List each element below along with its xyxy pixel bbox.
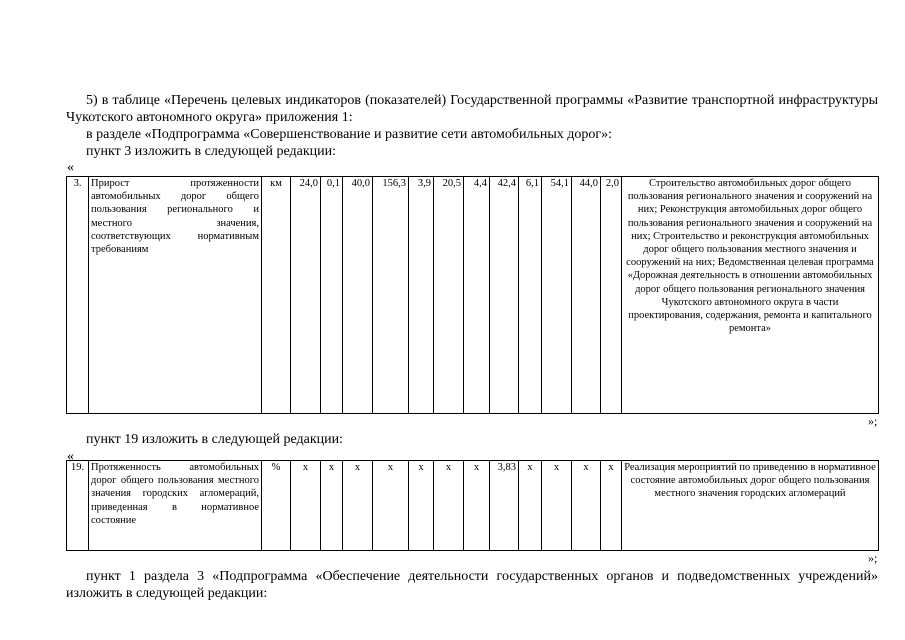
open-quote: «: [67, 160, 74, 175]
item3-line: пункт 3 изложить в следующей редакции:: [86, 144, 336, 159]
unit-cell: км: [262, 177, 291, 414]
value-cell: х: [434, 461, 464, 551]
outro-paragraph: пункт 1 раздела 3 «Подпрограмма «Обеспечение деятельности государственных органов и подведомственных учреждений» изложить в следующей редакции:: [66, 569, 878, 601]
value-cell: х: [519, 461, 542, 551]
value-cell: х: [291, 461, 321, 551]
intro-paragraph: 5) в таблице «Перечень целевых индикаторов (показателей) Государственной программы «Развитие транспортной инфраструктуры Чукотского автономного округа» приложения 1:: [66, 93, 878, 125]
close-quote: »;: [868, 414, 878, 428]
row-number: 3.: [67, 177, 89, 414]
value-cell: 44,0: [572, 177, 601, 414]
value-cell: 54,1: [542, 177, 572, 414]
section-line: в разделе «Подпрограмма «Совершенствование и развитие сети автомобильных дорог»:: [86, 127, 613, 142]
value-cell: х: [572, 461, 601, 551]
value-cell: х: [601, 461, 622, 551]
value-cell: 3,83: [490, 461, 519, 551]
value-cell: 0,1: [321, 177, 343, 414]
value-cell: 40,0: [343, 177, 373, 414]
value-cell: х: [464, 461, 490, 551]
indicator-name: Протяженность автомобильных дорог общего пользования местного значения городских агломераций, приведенная в нормативное состояние: [89, 461, 262, 551]
table-row: [67, 177, 879, 414]
value-cell: 3,9: [409, 177, 434, 414]
value-cell: 42,4: [490, 177, 519, 414]
unit-cell: %: [262, 461, 291, 551]
row-number: 19.: [67, 461, 89, 551]
indicator-name: Прирост протяженности автомобильных дорог общего пользования регионального и местного значения, соответствующих нормативным требованиям: [89, 177, 262, 414]
value-cell: 24,0: [291, 177, 321, 414]
value-cell: х: [409, 461, 434, 551]
program-cell: Реализация мероприятий по приведению в нормативное состояние автомобильных дорог общего пользования местного значения городских агломераций: [622, 461, 879, 551]
value-cell: х: [542, 461, 572, 551]
item19-line: пункт 19 изложить в следующей редакции:: [86, 432, 343, 447]
table-row: [67, 461, 879, 551]
value-cell: х: [321, 461, 343, 551]
row19-table: [66, 460, 879, 551]
value-cell: х: [343, 461, 373, 551]
value-cell: 4,4: [464, 177, 490, 414]
value-cell: 2,0: [601, 177, 622, 414]
value-cell: 6,1: [519, 177, 542, 414]
close-quote: »;: [868, 551, 878, 565]
value-cell: х: [373, 461, 409, 551]
value-cell: 156,3: [373, 177, 409, 414]
open-quote: «: [67, 449, 74, 464]
program-cell: Строительство автомобильных дорог общего пользования регионального значения и сооружений на них; Реконструкция автомобильных дорог общего пользования регионального значения и сооружений на них; Строительство и реконструкция автомобильных дорог общего пользования местного значения и сооружений на них; Ведомственная целевая программа «Дорожная деятельность в отношении автомобильных дорог общего пользования регионального значения Чукотского автономного округа в части проектирования, содержания, ремонта и капитального ремонта»: [622, 177, 879, 414]
row3-table: [66, 176, 879, 414]
value-cell: 20,5: [434, 177, 464, 414]
